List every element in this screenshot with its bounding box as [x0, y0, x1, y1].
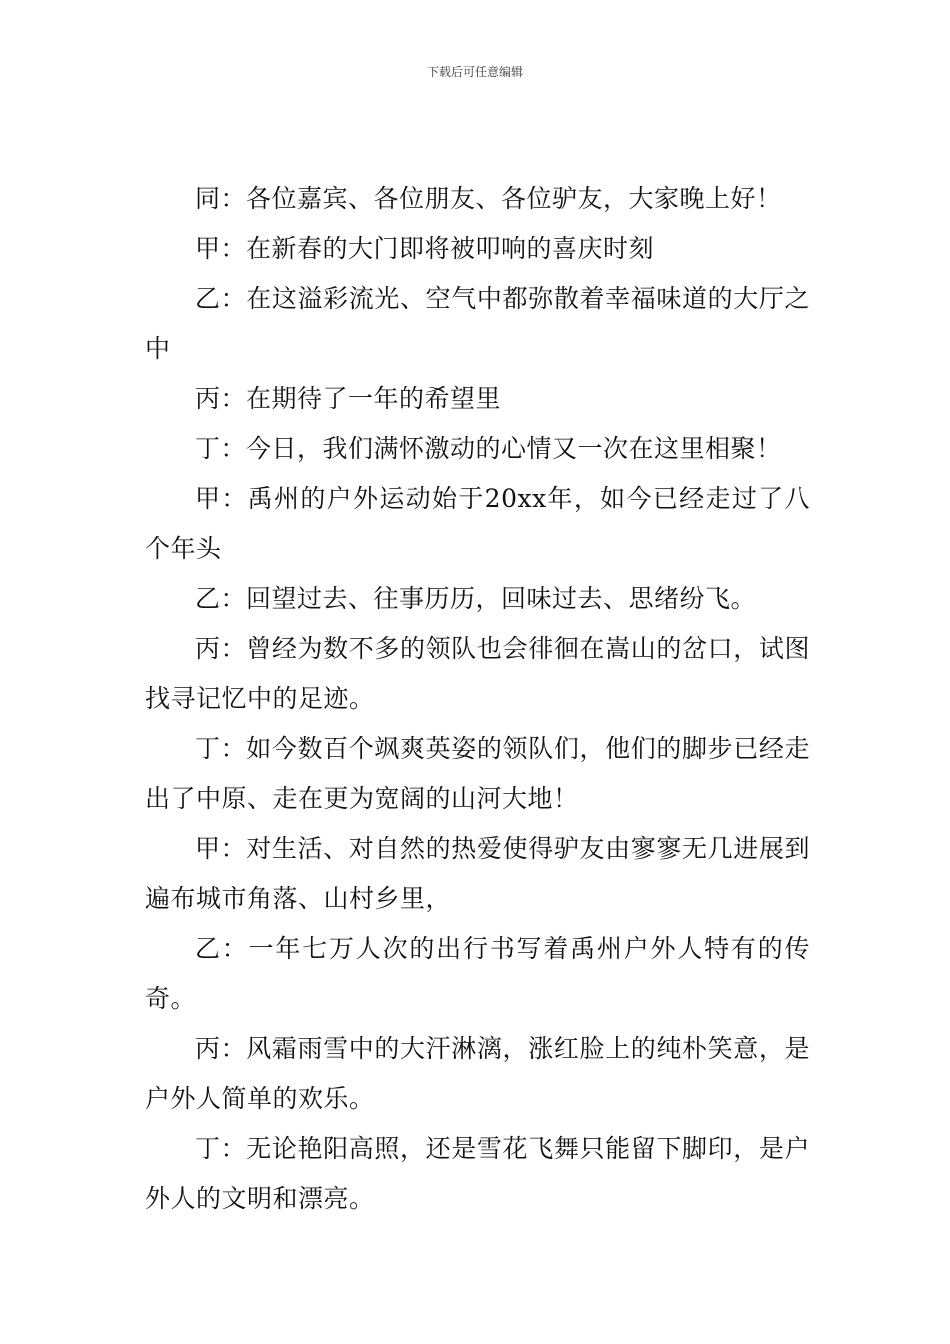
paragraph: 甲：对生活、对自然的热爱使得驴友由寥寥无几进展到遍布城市角落、山村乡里，	[145, 834, 810, 913]
paragraph: 丁：如今数百个飒爽英姿的领队们，他们的脚步已经走出了中原、走在更为宽阔的山河大地！	[145, 734, 810, 813]
paragraph: 丙：风霜雨雪中的大汗淋漓，涨红脸上的纯朴笑意，是户外人简单的欢乐。	[145, 1034, 810, 1113]
paragraph: 丙：曾经为数不多的领队也会徘徊在嵩山的岔口，试图找寻记忆中的足迹。	[145, 634, 810, 713]
paragraph: 乙：在这溢彩流光、空气中都弥散着幸福味道的大厅之中	[145, 284, 810, 363]
paragraph: 乙：回望过去、往事历历，回味过去、思绪纷飞。	[195, 584, 757, 613]
paragraph: 丁：今日，我们满怀激动的心情又一次在这里相聚！	[195, 434, 782, 463]
paragraph: 丁：无论艳阳高照，还是雪花飞舞只能留下脚印，是户外人的文明和漂亮。	[145, 1134, 810, 1213]
paragraph: 乙：一年七万人次的出行书写着禹州户外人特有的传奇。	[145, 934, 810, 1013]
document-body	[145, 174, 810, 1224]
header-note: 下载后可任意编辑	[426, 65, 523, 79]
paragraph: 同：各位嘉宾、各位朋友、各位驴友，大家晚上好！	[195, 184, 782, 213]
paragraph: 丙：在期待了一年的希望里	[195, 384, 502, 413]
paragraph: 甲：在新春的大门即将被叩响的喜庆时刻	[195, 234, 655, 263]
paragraph: 甲：禹州的户外运动始于20xx年，如今已经走过了八个年头	[145, 484, 810, 563]
